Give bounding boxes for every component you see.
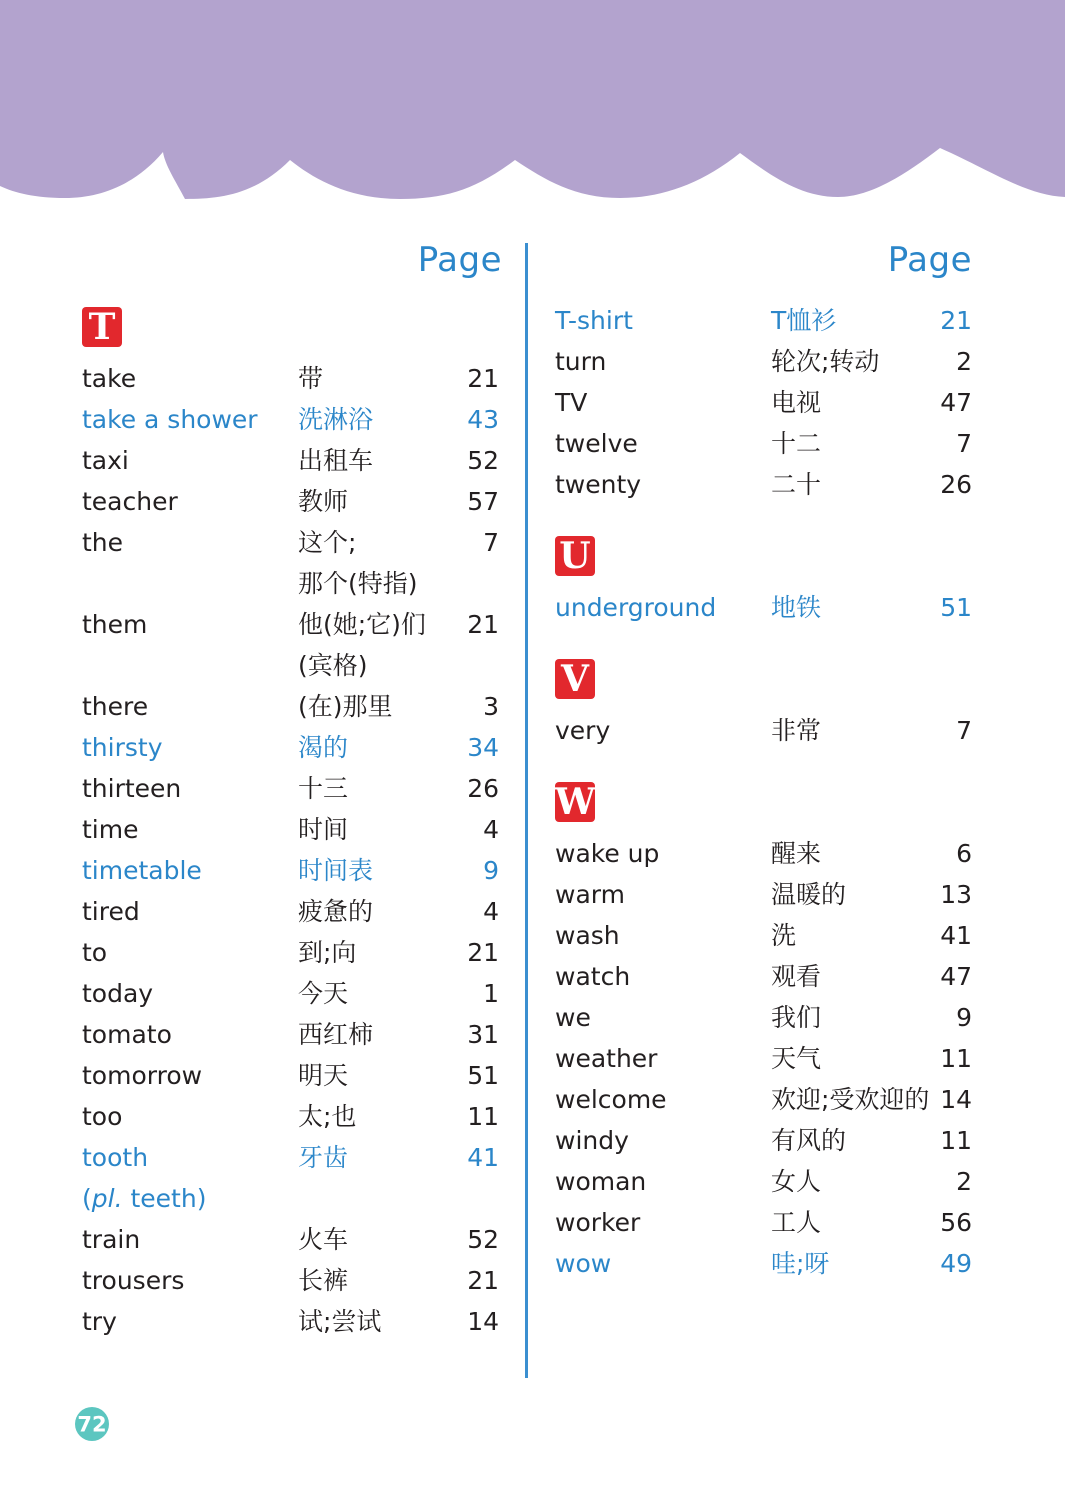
entry-chinese-line: 牙齿 (298, 1143, 349, 1172)
entry-page: 13 (940, 880, 972, 909)
entry-word: tooth (82, 1143, 149, 1172)
entry-page: 2 (956, 347, 972, 376)
entry-chinese (298, 809, 348, 850)
entry-page: 7 (956, 716, 972, 745)
entry-chinese-line: 疲惫的 (298, 897, 374, 926)
entry-chinese-line: 工人 (771, 1208, 822, 1237)
entry-chinese-line: 时间 (298, 815, 349, 844)
entry-page: 21 (467, 1266, 499, 1295)
entry-page: 21 (467, 364, 499, 393)
entry-chinese-line: 十二 (771, 429, 822, 458)
entry-chinese-line: 地铁 (771, 593, 822, 622)
entry-chinese-line: (宾格) (298, 651, 368, 680)
entry-chinese (771, 587, 821, 628)
entry-chinese (771, 1161, 821, 1202)
entry-chinese (298, 768, 348, 809)
entry-word: teacher (82, 487, 178, 516)
entry-page: 56 (940, 1208, 972, 1237)
entry-chinese (298, 1301, 381, 1342)
entry-chinese (298, 481, 348, 522)
entry-page: 7 (483, 528, 499, 557)
entry-word: too (82, 1102, 123, 1131)
entry-word: try (82, 1307, 117, 1336)
entry-word: the (82, 528, 124, 557)
entry-word: to (82, 938, 108, 967)
entry-chinese-line: 轮次;转动 (771, 347, 880, 376)
entry-page: 3 (483, 692, 499, 721)
entry-chinese-line: 洗 (771, 921, 797, 950)
entry-chinese-line: 这个; (298, 528, 357, 557)
entry-chinese (298, 604, 426, 686)
entry-chinese-line: 天气 (771, 1044, 822, 1073)
entry-chinese (771, 1079, 929, 1120)
entry-word: them (82, 610, 148, 639)
entry-chinese (771, 423, 821, 464)
entry-page: 26 (467, 774, 499, 803)
entry-page: 41 (940, 921, 972, 950)
entry-word: worker (555, 1208, 641, 1237)
entry-page: 1 (483, 979, 499, 1008)
entry-chinese (771, 874, 846, 915)
entry-page: 7 (956, 429, 972, 458)
entry-word: timetable (82, 856, 202, 885)
entry-word: time (82, 815, 139, 844)
entry-chinese-line: 温暖的 (771, 880, 847, 909)
entry-page: 21 (467, 610, 499, 639)
entry-word: thirsty (82, 733, 163, 762)
section-letter-badge: U (555, 536, 595, 576)
entry-chinese (298, 1137, 348, 1178)
entry-page: 34 (467, 733, 499, 762)
entry-chinese-line: 长裤 (298, 1266, 349, 1295)
entry-page: 14 (940, 1085, 972, 1114)
entry-chinese (298, 891, 373, 932)
entry-page: 4 (483, 897, 499, 926)
entry-word: watch (555, 962, 631, 991)
entry-chinese (771, 710, 821, 751)
entry-page: 49 (940, 1249, 972, 1278)
entry-chinese-line: 我们 (771, 1003, 822, 1032)
entry-chinese-line: 十三 (298, 774, 349, 803)
entry-page: 9 (956, 1003, 972, 1032)
entry-page: 14 (467, 1307, 499, 1336)
entry-chinese-line: 哇;呀 (771, 1249, 830, 1278)
entry-chinese (771, 1038, 821, 1079)
entry-chinese-line: 二十 (771, 470, 822, 499)
entry-page: 21 (940, 306, 972, 335)
entry-word-plural-text (82, 1178, 206, 1219)
entry-word: turn (555, 347, 607, 376)
plural-abbrev: pl. (91, 1184, 123, 1213)
entry-page: 43 (467, 405, 499, 434)
entry-word: today (82, 979, 154, 1008)
entry-chinese (771, 464, 821, 505)
page-column-heading: Page (887, 240, 972, 280)
page-number-badge (74, 1406, 110, 1442)
plural-form: teeth) (122, 1184, 207, 1213)
entry-word: take (82, 364, 137, 393)
page-number-text: 72 (77, 1412, 107, 1437)
entry-word: TV (555, 388, 588, 417)
entry-chinese-line: 火车 (298, 1225, 349, 1254)
entry-chinese-line: 电视 (771, 388, 822, 417)
entry-page: 26 (940, 470, 972, 499)
entry-word: trousers (82, 1266, 185, 1295)
entry-chinese (298, 973, 348, 1014)
entry-chinese (771, 915, 796, 956)
entry-chinese (771, 382, 821, 423)
entry-page: 52 (467, 1225, 499, 1254)
entry-page: 51 (467, 1061, 499, 1090)
entry-page: 47 (940, 962, 972, 991)
column-divider (525, 243, 528, 1378)
entry-chinese (771, 341, 879, 382)
entry-page: 21 (467, 938, 499, 967)
entry-page: 51 (940, 593, 972, 622)
entry-word: taxi (82, 446, 129, 475)
entry-chinese (298, 440, 373, 481)
entry-chinese-line: 西红柿 (298, 1020, 374, 1049)
entry-chinese-line: 太;也 (298, 1102, 357, 1131)
entry-chinese (771, 1243, 829, 1284)
entry-chinese (298, 1219, 348, 1260)
entry-chinese-line: 洗淋浴 (298, 405, 374, 434)
entry-chinese-line: 渴的 (298, 733, 349, 762)
entry-chinese (298, 1055, 348, 1096)
entry-chinese (298, 1260, 348, 1301)
entry-page: 41 (467, 1143, 499, 1172)
entry-chinese (771, 833, 821, 874)
entry-page: 4 (483, 815, 499, 844)
entry-chinese (298, 358, 323, 399)
entry-chinese (298, 932, 356, 973)
entry-page: 52 (467, 446, 499, 475)
entry-word: T-shirt (555, 306, 633, 335)
entry-chinese (298, 727, 348, 768)
entry-chinese-line: 非常 (771, 716, 822, 745)
entry-word: warm (555, 880, 625, 909)
entry-word: thirteen (82, 774, 182, 803)
entry-chinese-line: 出租车 (298, 446, 374, 475)
entry-chinese (771, 956, 821, 997)
entry-chinese (771, 1202, 821, 1243)
entry-chinese-line: 醒来 (771, 839, 822, 868)
entry-page: 11 (467, 1102, 499, 1131)
entry-word: tired (82, 897, 140, 926)
entry-chinese (771, 300, 836, 341)
entry-word: train (82, 1225, 141, 1254)
entry-chinese-line: (在)那里 (298, 692, 393, 721)
entry-word: tomorrow (82, 1061, 203, 1090)
entry-chinese-line: T恤衫 (771, 306, 837, 335)
entry-chinese (298, 1096, 356, 1137)
entry-page: 31 (467, 1020, 499, 1049)
entry-word: we (555, 1003, 591, 1032)
entry-chinese (298, 1014, 373, 1055)
entry-word: underground (555, 593, 717, 622)
entry-page: 11 (940, 1044, 972, 1073)
entry-page: 47 (940, 388, 972, 417)
entry-chinese-line: 明天 (298, 1061, 349, 1090)
entry-page: 6 (956, 839, 972, 868)
entry-word: wow (555, 1249, 612, 1278)
entry-word: twelve (555, 429, 638, 458)
entry-chinese-line: 今天 (298, 979, 349, 1008)
entry-word: wake up (555, 839, 660, 868)
scalloped-banner (0, 0, 1065, 200)
entry-chinese-line: 试;尝试 (298, 1307, 382, 1336)
entry-word: tomato (82, 1020, 172, 1049)
entry-chinese-line: 到;向 (298, 938, 357, 967)
entry-chinese-line: 教师 (298, 487, 349, 516)
entry-page: 2 (956, 1167, 972, 1196)
entry-chinese (298, 399, 373, 440)
entry-chinese (298, 522, 418, 604)
entry-word: wash (555, 921, 620, 950)
entry-word: very (555, 716, 611, 745)
entry-chinese-line: 女人 (771, 1167, 822, 1196)
entry-chinese (298, 686, 393, 727)
section-letter-badge: V (555, 659, 595, 699)
entry-chinese (771, 997, 821, 1038)
entry-chinese-line: 观看 (771, 962, 822, 991)
entry-word: woman (555, 1167, 647, 1196)
plural-open: ( (82, 1184, 92, 1213)
entry-chinese-line: 有风的 (771, 1126, 847, 1155)
entry-chinese-line: 他(她;它)们 (298, 610, 426, 639)
section-letter-badge: W (555, 781, 596, 823)
entry-chinese-line: 时间表 (298, 856, 374, 885)
entry-chinese-line: 带 (298, 364, 324, 393)
entry-chinese (771, 1120, 846, 1161)
entry-word: there (82, 692, 149, 721)
entry-word: take a shower (82, 405, 258, 434)
entry-page: 11 (940, 1126, 972, 1155)
entry-chinese (298, 850, 373, 891)
entry-word: windy (555, 1126, 629, 1155)
entry-page: 57 (467, 487, 499, 516)
entry-page: 9 (483, 856, 499, 885)
page-column-heading: Page (417, 240, 502, 280)
entry-word: weather (555, 1044, 658, 1073)
banner-shape (0, 0, 1065, 199)
entry-chinese-line: 那个(特指) (298, 569, 418, 598)
entry-word: twenty (555, 470, 642, 499)
entry-word: welcome (555, 1085, 667, 1114)
entry-chinese-line: 欢迎;受欢迎的 (771, 1085, 930, 1114)
section-letter-badge: T (82, 307, 122, 347)
